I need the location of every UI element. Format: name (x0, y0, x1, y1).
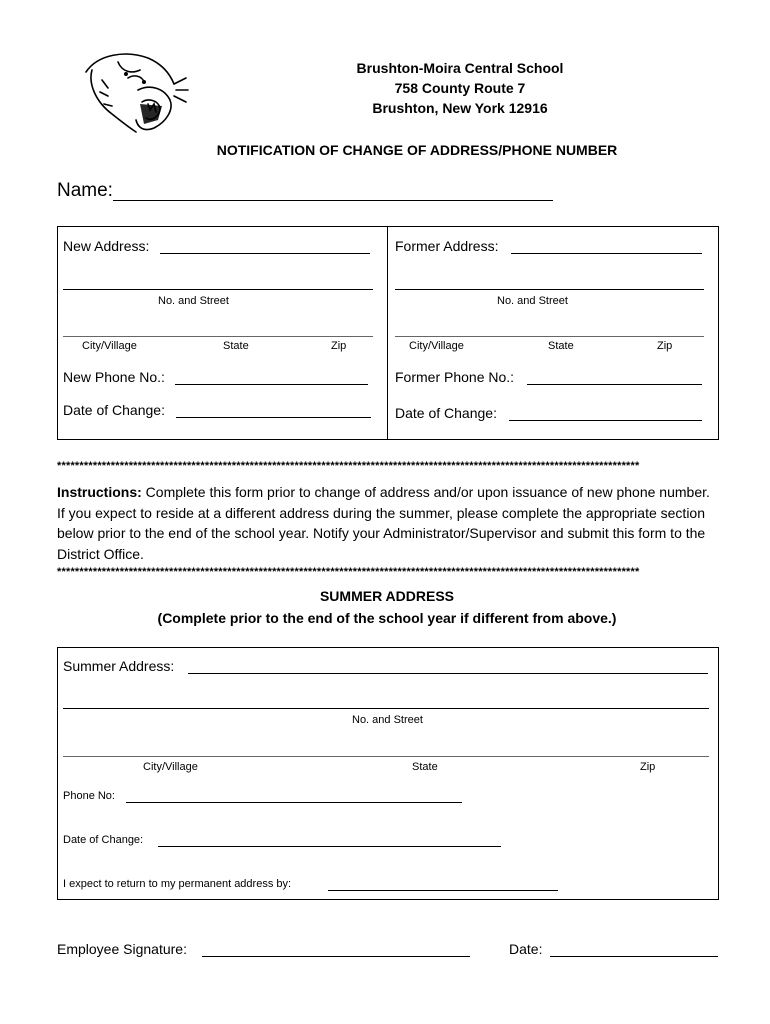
instructions-text: Complete this form prior to change of address and/or upon issuance of new phone number. If you expect to reside at a different address during the summer, please complete the appropriate section below prior to the end of the school year. Notify your Administrator/Supervisor and submit this form to the District Office. (57, 484, 710, 562)
footer-date-label: Date: (509, 941, 543, 957)
footer-date-field[interactable] (550, 956, 718, 957)
summer-address-label: Summer Address: (63, 658, 175, 674)
signature-label: Employee Signature: (57, 941, 187, 957)
former-state-caption: State (548, 340, 574, 352)
name-field[interactable] (113, 200, 553, 201)
name-label: Name: (57, 180, 113, 201)
box-divider (387, 226, 388, 440)
signature-field[interactable] (202, 956, 470, 957)
separator-bottom: ********************************************************************************************************************************** (57, 566, 640, 578)
former-date-label: Date of Change: (395, 405, 497, 421)
summer-state-caption: State (412, 761, 438, 773)
new-city-caption: City/Village (82, 340, 137, 352)
new-zip-caption: Zip (331, 340, 347, 352)
summer-address-field[interactable] (188, 673, 708, 674)
former-address-field[interactable] (511, 253, 702, 254)
former-city-state-zip-field[interactable] (395, 336, 704, 337)
summer-street-caption: No. and Street (352, 714, 423, 726)
new-street-field[interactable] (63, 289, 373, 290)
summer-date-label: Date of Change: (63, 834, 144, 846)
new-state-caption: State (223, 340, 249, 352)
former-zip-caption: Zip (657, 340, 673, 352)
former-phone-label: Former Phone No.: (395, 369, 515, 385)
new-date-label: Date of Change: (63, 402, 165, 418)
new-phone-label: New Phone No.: (63, 369, 165, 385)
school-city: Brushton, New York 12916 (372, 100, 548, 116)
summer-address-box (57, 647, 719, 900)
new-address-label: New Address: (63, 238, 150, 254)
former-phone-field[interactable] (527, 384, 702, 385)
summer-subtitle: (Complete prior to the end of the school year if different from above.) (157, 610, 617, 626)
wildcat-mascot-icon (78, 44, 190, 136)
form-title: NOTIFICATION OF CHANGE OF ADDRESS/PHONE NUMBER (216, 142, 618, 158)
former-city-caption: City/Village (409, 340, 464, 352)
former-date-field[interactable] (509, 420, 702, 421)
former-address-label: Former Address: (395, 238, 499, 254)
summer-city-state-zip-field[interactable] (63, 756, 709, 757)
instructions-block (57, 482, 717, 564)
school-address: 758 County Route 7 (394, 80, 526, 96)
school-name: Brushton-Moira Central School (356, 60, 564, 76)
summer-street-field[interactable] (63, 708, 709, 709)
new-phone-field[interactable] (175, 384, 368, 385)
summer-zip-caption: Zip (640, 761, 656, 773)
summer-phone-field[interactable] (126, 802, 462, 803)
return-date-label: I expect to return to my permanent address by: (63, 878, 292, 890)
former-street-caption: No. and Street (497, 295, 568, 307)
former-street-field[interactable] (395, 289, 704, 290)
new-address-field[interactable] (160, 253, 370, 254)
instructions-lead: Instructions: (57, 484, 142, 500)
new-city-state-zip-field[interactable] (63, 336, 373, 337)
new-date-field[interactable] (176, 417, 371, 418)
return-date-field[interactable] (328, 890, 558, 891)
new-street-caption: No. and Street (158, 295, 229, 307)
separator-top: ********************************************************************************************************************************** (57, 460, 640, 472)
summer-city-caption: City/Village (143, 761, 198, 773)
summer-phone-label: Phone No: (63, 790, 115, 802)
summer-date-field[interactable] (158, 846, 501, 847)
summer-title: SUMMER ADDRESS (319, 588, 455, 604)
